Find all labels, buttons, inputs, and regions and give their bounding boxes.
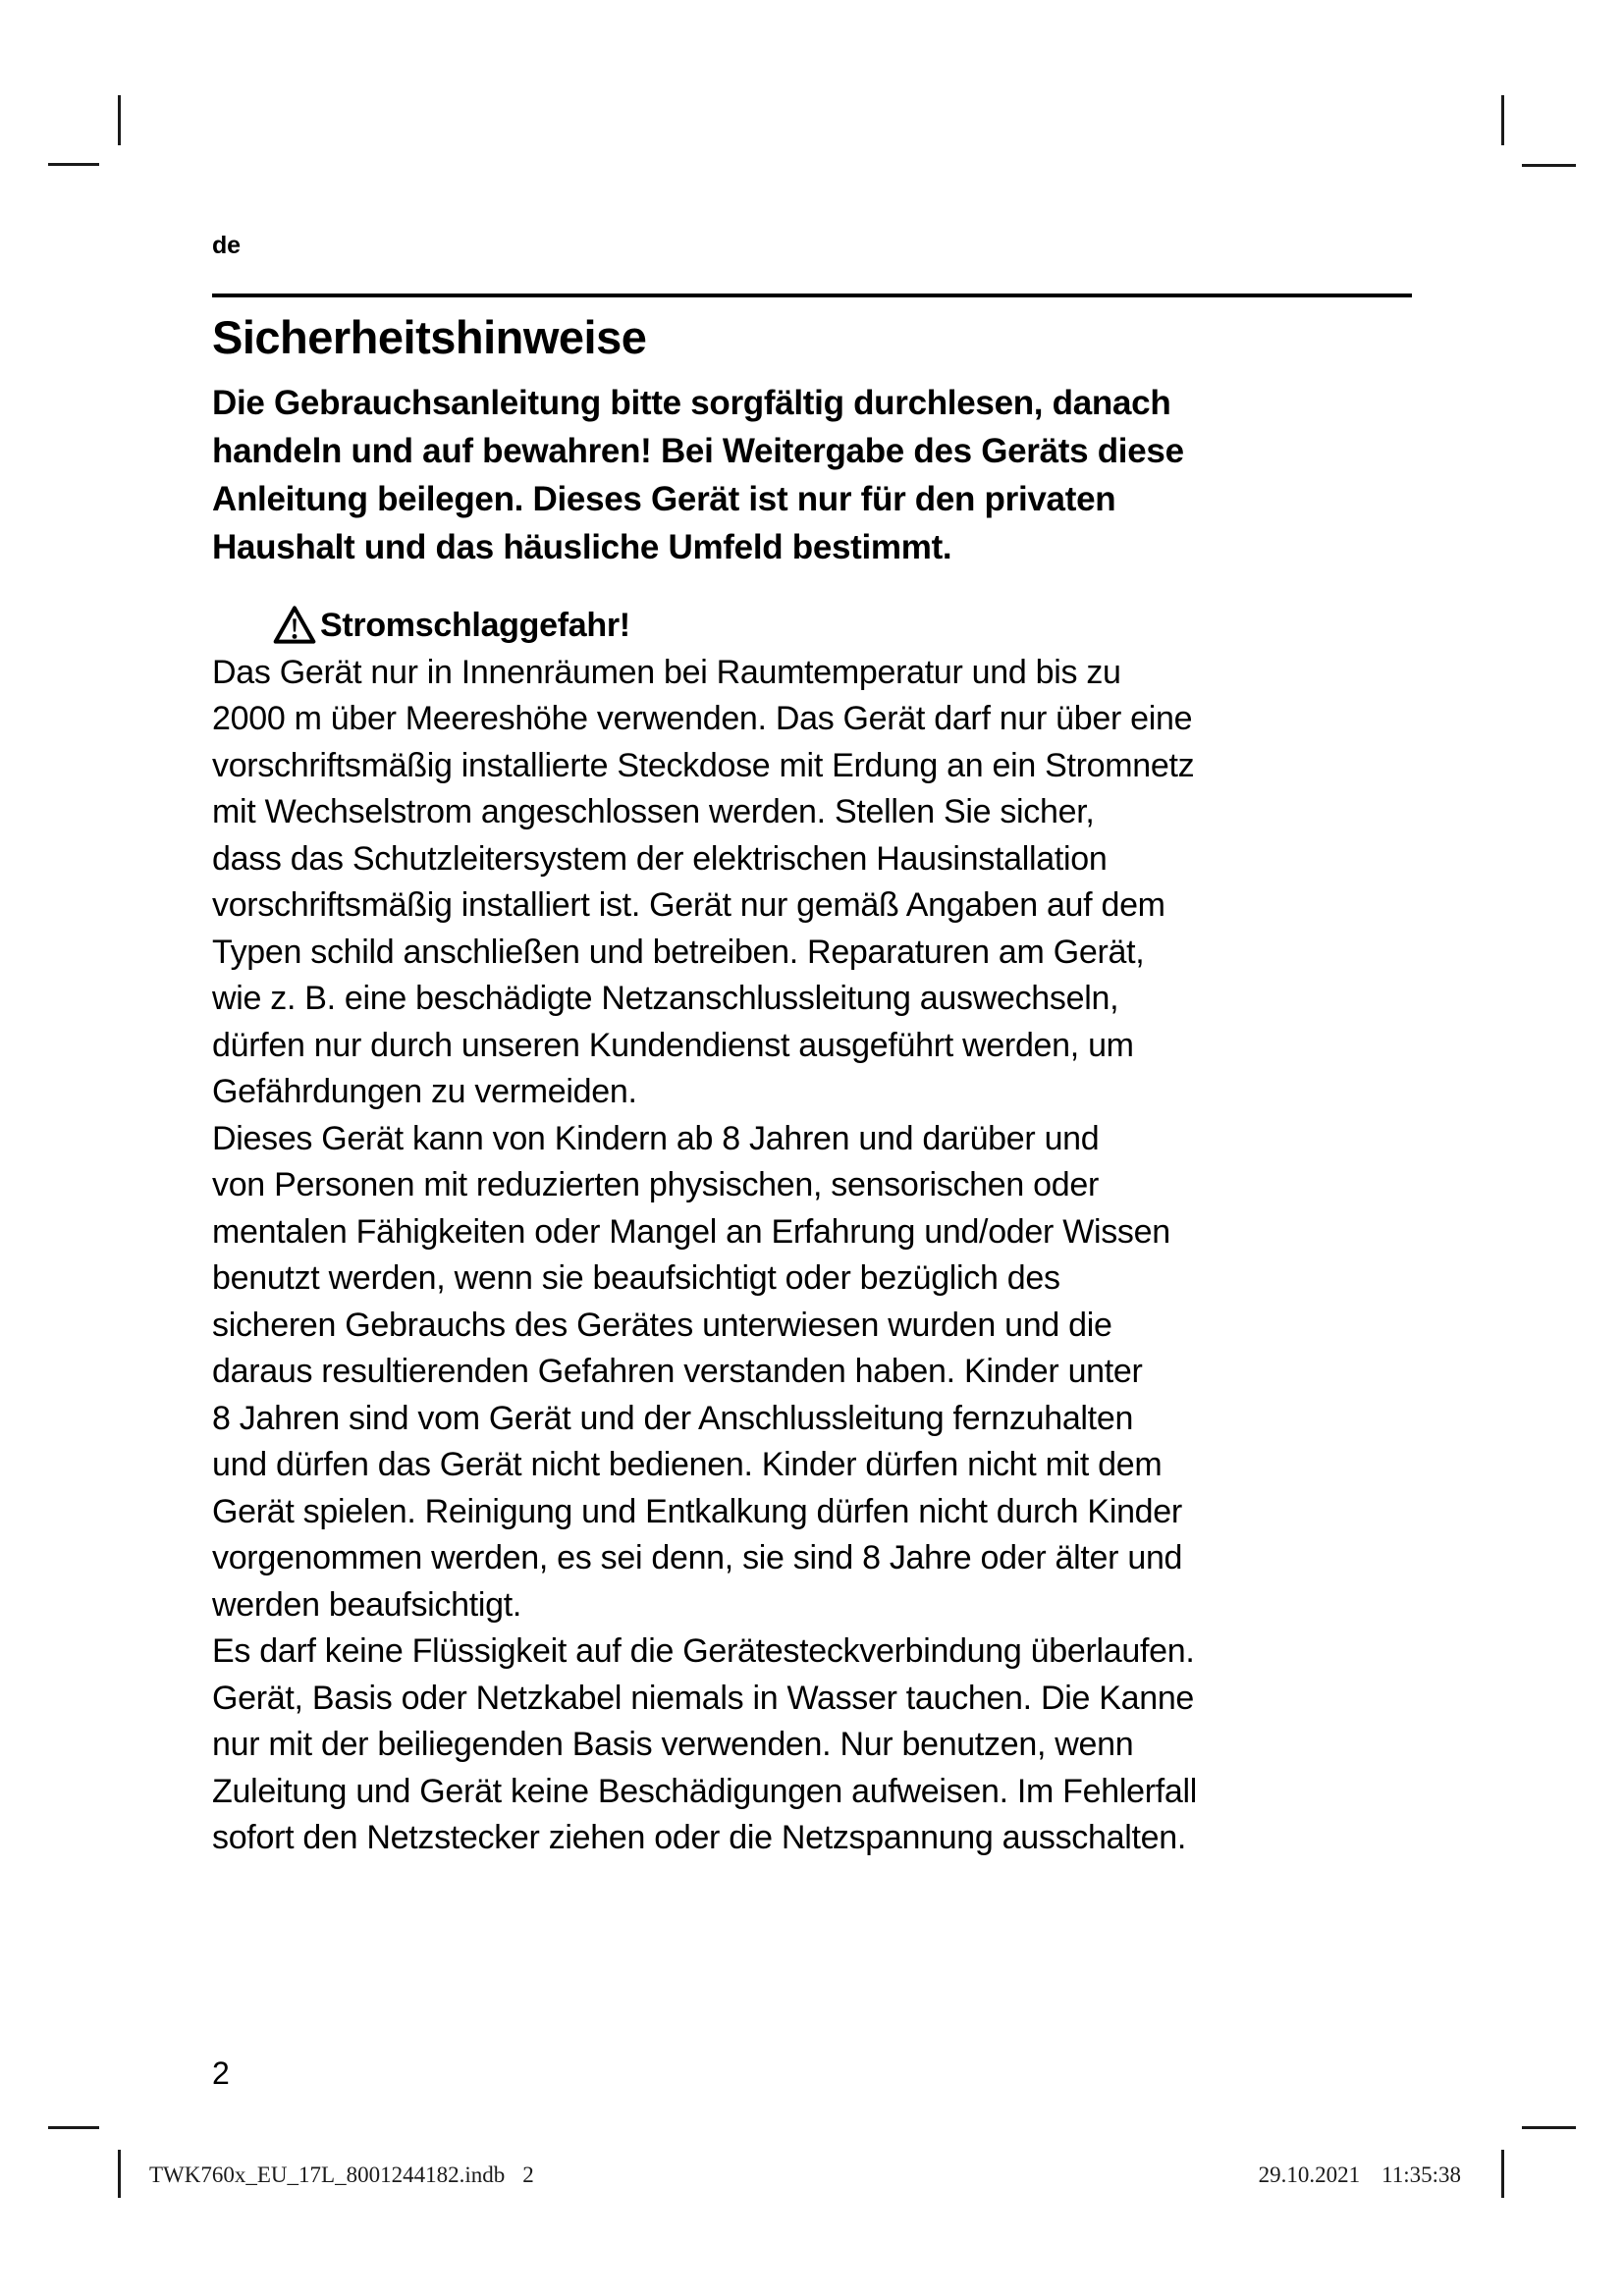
crop-mark-bottom-left-vertical	[118, 2150, 121, 2198]
crop-mark-top-left-vertical	[118, 95, 121, 145]
title-rule	[212, 294, 1412, 297]
footer-date: 29.10.2021	[1258, 2163, 1361, 2187]
footer-sheet-number: 2	[522, 2163, 534, 2187]
page-title: Sicherheitshinweise	[212, 311, 647, 363]
crop-mark-bottom-right-horizontal	[1522, 2126, 1576, 2129]
footer-file-name: TWK760x_EU_17L_8001244182.indb	[149, 2163, 506, 2187]
intro-paragraph: Die Gebrauchsanleitung bitte sorgfältig durchlesen, danach handeln und auf bewahren! Bei Weitergabe des Geräts diese Anleitung beilegen. Dieses Gerät ist nur für den privaten Haushalt und das häusliche Umfeld bestimmt.	[212, 384, 1184, 566]
footer-time: 11:35:38	[1381, 2163, 1461, 2187]
language-label: de	[212, 232, 241, 259]
crop-mark-bottom-left-horizontal	[48, 2126, 99, 2129]
body-text	[212, 603, 1489, 1862]
warning-heading-label: Stromschlaggefahr!	[320, 607, 630, 644]
crop-mark-top-left-horizontal	[48, 163, 99, 166]
footer-datetime	[1259, 2163, 1461, 2188]
warning-icon	[273, 605, 316, 645]
body-paragraph-2: Dieses Gerät kann von Kindern ab 8 Jahren und darüber und von Personen mit reduzierten physischen, sensorischen oder mentalen Fähigkeiten oder Mangel an Erfahrung und/oder Wissen benutzt werden, wenn sie beaufsichtigt oder bezüglich des sicheren Gebrauchs des Gerätes unterwiesen wurden und die daraus resultierenden Gefahren verstanden haben. Kinder unter 8 Jahren sind vom Gerät und der Anschlussleitung fernzuhalten und dürfen das Gerät nicht bedienen. Kinder dürfen nicht mit dem Gerät spielen. Reinigung und Entkalkung dürfen nicht durch Kinder vorgenommen werden, es sei denn, sie sind 8 Jahre oder älter und werden beaufsichtigt.	[212, 1119, 1183, 1624]
body-paragraph-1: Das Gerät nur in Innenräumen bei Raumtemperatur und bis zu 2000 m über Meereshöhe verwenden. Das Gerät darf nur über eine vorschriftsmäßig installierte Steckdose mit Erdung an ein Stromnetz mit Wechselstrom angeschlossen werden. Stellen Sie sicher, dass das Schutzleitersystem der elektrischen Hausinstallation vorschriftsmäßig installiert ist. Gerät nur gemäß Angaben auf dem Typen schild anschließen und betreiben. Reparaturen am Gerät, wie z. B. eine beschädigte Netzanschlussleitung auswechseln, dürfen nur durch unseren Kundendienst ausgeführt werden, um Gefährdungen zu vermeiden.	[212, 653, 1195, 1110]
crop-mark-top-right-horizontal	[1522, 164, 1576, 167]
crop-mark-top-right-vertical	[1501, 95, 1504, 145]
page-number: 2	[212, 2056, 230, 2091]
warning-heading	[273, 603, 1489, 650]
footer-filename	[149, 2163, 534, 2188]
crop-mark-bottom-right-vertical	[1501, 2150, 1504, 2198]
body-paragraph-3: Es darf keine Flüssigkeit auf die Gerätesteckverbindung überlaufen. Gerät, Basis oder Netzkabel niemals in Wasser tauchen. Die Kanne nur mit der beiliegenden Basis verwenden. Nur benutzen, wenn Zuleitung und Gerät keine Beschädigungen aufweisen. Im Fehlerfall sofort den Netzstecker ziehen oder die Netzspannung ausschalten.	[212, 1632, 1198, 1856]
